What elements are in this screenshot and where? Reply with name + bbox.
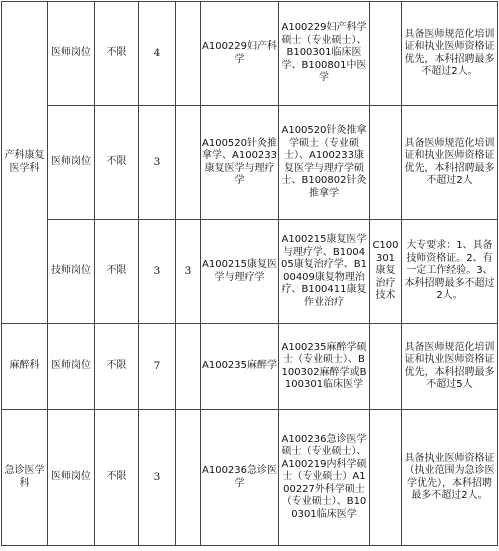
post-cell: 医师岗位 [48,410,95,546]
major-full-cell: A100229妇产科学硕士（专业硕士）、B100301临床医学、B100801中医学 [279,2,370,106]
recruit-count-cell [176,410,201,546]
tech-cell [370,324,402,410]
post-cell: 技师岗位 [48,220,95,324]
tech-cell: C100301康复治疗技术 [370,220,402,324]
table-row [2,410,498,546]
recruit-count-cell [176,106,201,220]
major-full-cell: A100235麻醉学硕士（专业硕士）、B100302麻醉学或B100301临床医学 [279,324,370,410]
note-cell: 具备医师规范化培训证和执业医师资格证优先，本科招聘最多不超过2人。 [402,2,498,106]
recruit-count-cell [176,324,201,410]
major-short-cell: A100236急诊医学 [201,410,279,546]
major-full-cell: A100236急诊医学硕士（专业硕士）、A100219内科学硕士（专业硕士）A100227外科学硕士（专业硕士）、B100301临床医学 [279,410,370,546]
post-cell: 医师岗位 [48,324,95,410]
count-cell: 3 [139,106,176,220]
count-cell: 7 [139,324,176,410]
major-short-cell: A100235麻醉学 [201,324,279,410]
tech-cell [370,2,402,106]
recruit-count-cell [176,2,201,106]
tech-cell [370,410,402,546]
note-cell: 具备医师规范化培训证和执业医师资格证优先，本科招聘最多不超过5人 [402,324,498,410]
recruit-count-cell: 3 [176,220,201,324]
limit-cell: 不限 [95,410,139,546]
department-cell: 急诊医学科 [2,410,48,546]
limit-cell: 不限 [95,220,139,324]
post-cell: 医师岗位 [48,2,95,106]
note-cell: 具备医师规范化培训证和执业医师资格证优先，本科招聘最多不超过2人 [402,106,498,220]
note-cell: 大专要求：1、具备技师资格证。2、有一定工作经验。3、本科招聘最多不超过2人。 [402,220,498,324]
limit-cell: 不限 [95,2,139,106]
count-cell: 3 [139,410,176,546]
limit-cell: 不限 [95,106,139,220]
major-full-cell: A100215康复医学与理疗学、B100405康复治疗学、B100409康复物理治疗、B100411康复作业治疗 [279,220,370,324]
department-cell: 产科康复医学科 [2,2,48,324]
tech-cell [370,106,402,220]
limit-cell: 不限 [95,324,139,410]
table-row [2,106,498,220]
table-row [2,220,498,324]
table-row [2,2,498,106]
note-cell: 具备执业医师资格证（执业范围为急诊医学优先），本科招聘最多不超过2人。 [402,410,498,546]
count-cell: 4 [139,2,176,106]
major-short-cell: A100215康复医学与理疗学 [201,220,279,324]
department-cell: 麻醉科 [2,324,48,410]
major-full-cell: A100520针灸推拿学硕士（专业硕士）、A100233康复医学与理疗学硕士、B100802针灸推拿学 [279,106,370,220]
major-short-cell: A100229妇产科学 [201,2,279,106]
count-cell: 3 [139,220,176,324]
major-short-cell: A100520针灸推拿学、A100233康复医学与理疗学 [201,106,279,220]
post-cell: 医师岗位 [48,106,95,220]
recruitment-table [1,1,498,546]
table-row [2,324,498,410]
